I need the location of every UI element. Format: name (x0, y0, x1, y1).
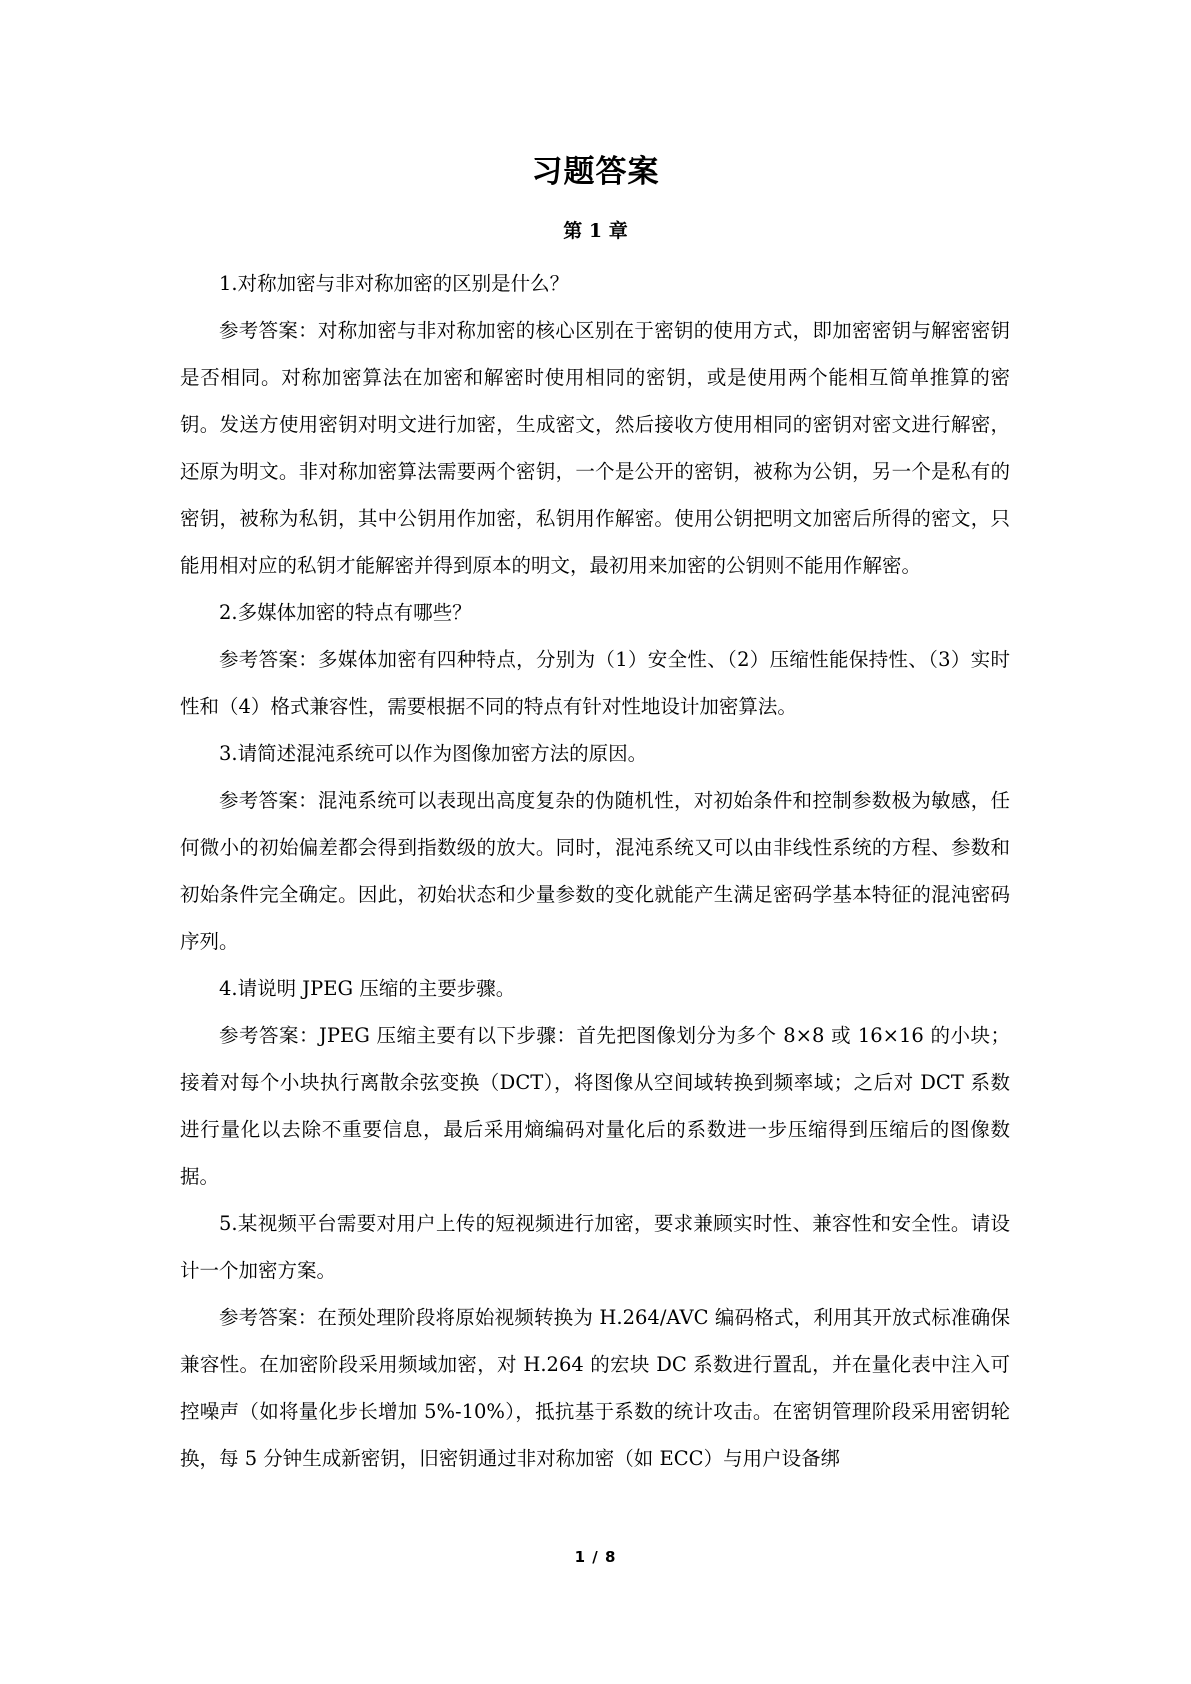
question-2: 2.多媒体加密的特点有哪些？ (219, 601, 472, 624)
document-body (180, 260, 1010, 1482)
answer-2: 参考答案：多媒体加密有四种特点，分别为（1）安全性、（2）压缩性能保持性、（3）实时性和（4）格式兼容性，需要根据不同的特点有针对性地设计加密算法。 (180, 648, 1010, 718)
question-5: 5.某视频平台需要对用户上传的短视频进行加密，要求兼顾实时性、兼容性和安全性。请设计一个加密方案。 (180, 1212, 1010, 1282)
chapter-heading: 第 1 章 (563, 220, 628, 242)
page-title: 习题答案 (531, 154, 660, 190)
answer-4: 参考答案：JPEG 压缩主要有以下步骤：首先把图像划分为多个 8×8 或 16×16 的小块；接着对每个小块执行离散余弦变换（DCT），将图像从空间域转换到频率域；之后对 DCT 系数进行量化以去除不重要信息，最后采用熵编码对量化后的系数进一步压缩得到压缩后的图像数据。 (180, 1024, 1010, 1188)
answer-1: 参考答案：对称加密与非对称加密的核心区别在于密钥的使用方式，即加密密钥与解密密钥是否相同。对称加密算法在加密和解密时使用相同的密钥，或是使用两个能相互简单推算的密钥。发送方使用密钥对明文进行加密，生成密文，然后接收方使用相同的密钥对密文进行解密，还原为明文。非对称加密算法需要两个密钥，一个是公开的密钥，被称为公钥，另一个是私有的密钥，被称为私钥，其中公钥用作加密，私钥用作解密。使用公钥把明文加密后所得的密文，只能用相对应的私钥才能解密并得到原本的明文，最初用来加密的公钥则不能用作解密。 (180, 319, 1010, 577)
answer-5: 参考答案：在预处理阶段将原始视频转换为 H.264/AVC 编码格式，利用其开放式标准确保兼容性。在加密阶段采用频域加密，对 H.264 的宏块 DC 系数进行置乱，并在量化表中注入可控噪声（如将量化步长增加 5%-10%），抵抗基于系数的统计攻击。在密钥管理阶段采用密钥轮换，每 5 分钟生成新密钥，旧密钥通过非对称加密（如 ECC）与用户设备绑 (180, 1306, 1010, 1470)
question-1: 1.对称加密与非对称加密的区别是什么？ (219, 272, 570, 295)
question-4: 4.请说明 JPEG 压缩的主要步骤。 (219, 977, 516, 1000)
page-number: 1 / 8 (574, 1548, 617, 1566)
question-3: 3.请简述混沌系统可以作为图像加密方法的原因。 (219, 742, 648, 765)
answer-3: 参考答案：混沌系统可以表现出高度复杂的伪随机性，对初始条件和控制参数极为敏感，任何微小的初始偏差都会得到指数级的放大。同时，混沌系统又可以由非线性系统的方程、参数和初始条件完全确定。因此，初始状态和少量参数的变化就能产生满足密码学基本特征的混沌密码序列。 (180, 789, 1010, 953)
